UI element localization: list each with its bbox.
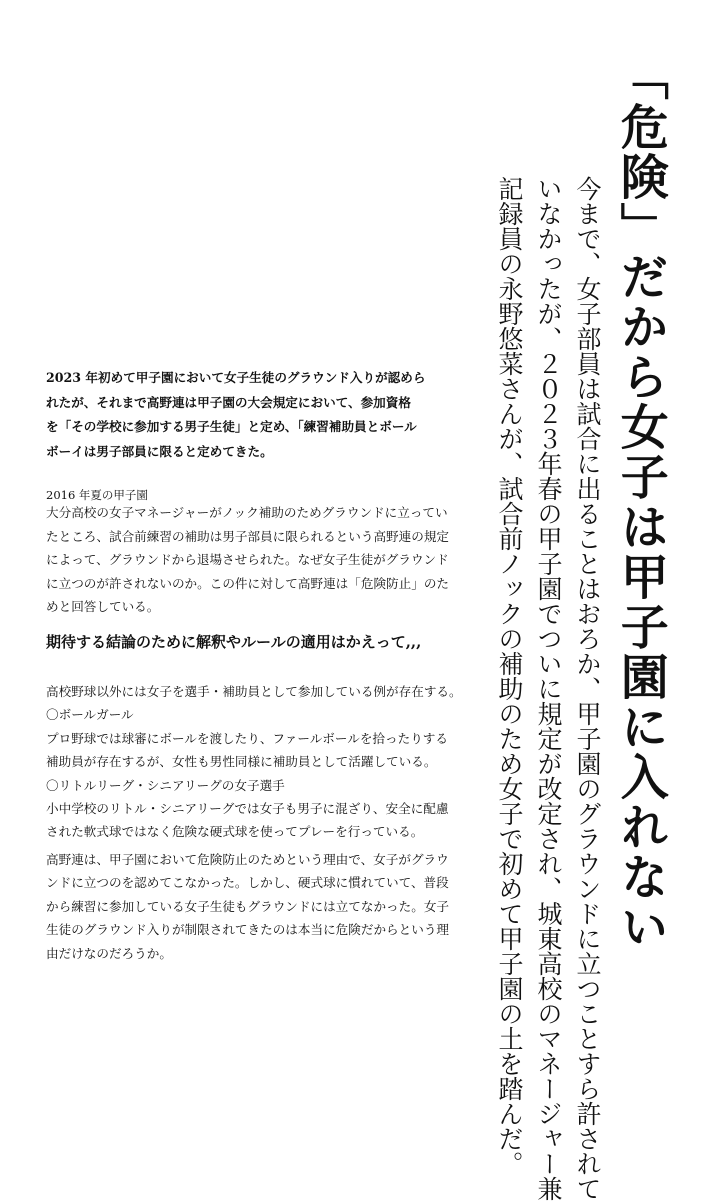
case-line: によって、グラウンドから退場させられた。なぜ女子生徒がグラウンド <box>46 552 449 567</box>
closing-line: 高野連は、甲子園において危険防止のためという理由で、女子がグラウ <box>46 852 449 867</box>
closing-line: 生徒のグラウンド入りが制限されてきたのは本当に危険だからという理 <box>46 922 449 938</box>
intro-line: を「その学校に参加する男子生徒」と定め、「練習補助員とボール <box>46 419 417 434</box>
example-line: された軟式球ではなく危険な硬式球を使ってプレーを行っている。 <box>46 824 424 840</box>
example-line: 小中学校のリトル・シニアリーグでは女子も男子に混ざり、安全に配慮 <box>46 801 449 817</box>
lede-line: 記録員の永野悠菜さんが、試合前ノックの補助のため女子で初めて甲子園の土を踏んだ。 <box>495 176 524 1176</box>
intro-line: 2023 年初めて甲子園において女子生徒のグラウンド入りが認めら <box>46 370 426 385</box>
lede-line: いなかったが、２０２３年春の甲子園でついに規定が改定され、城東高校のマネージャー兼 <box>534 176 563 1201</box>
example-line: 高校野球以外には女子を選手・補助員として参加している例が存在する。 <box>46 684 462 699</box>
example-line: 〇ボールガール <box>46 707 134 723</box>
case-line: に立つのが許されないのか。この件に対して高野連は「危険防止」のた <box>46 575 449 591</box>
intro-line: ボーイは男子部員に限ると定めてきた。 <box>46 443 273 459</box>
example-line: 〇リトルリーグ・シニアリーグの女子選手 <box>46 777 285 793</box>
intro-line: れたが、それまで高野連は甲子園の大会規定において、参加資格 <box>46 394 411 410</box>
case-line: めと回答している。 <box>46 599 160 614</box>
closing-line: ンドに立つのを認めてこなかった。しかし、硬式球に慣れていて、普段 <box>46 875 449 891</box>
headline: 「危険」だから女子は甲子園に入れない <box>612 52 669 952</box>
case-paragraph <box>46 501 454 619</box>
case-title: 2016 年夏の甲子園 <box>46 488 148 502</box>
lede-paragraph <box>490 176 607 1201</box>
lede-line: 今まで、女子部員は試合に出ることはおろか、甲子園のグラウンドに立つことすら許されて <box>573 176 602 1201</box>
examples-paragraph <box>46 680 462 844</box>
case-line: 大分高校の女子マネージャーがノック補助のためグラウンドに立ってい <box>46 505 448 520</box>
case-line: たところ、試合前練習の補助は男子部員に限られるという高野連の規定 <box>46 528 449 544</box>
example-line: 補助員が存在するが、女性も男性同様に補助員として活躍している。 <box>46 754 437 770</box>
example-line: プロ野球では球審にボールを渡したり、ファールボールを拾ったりする <box>46 730 448 746</box>
conclusion-heading: 期待する結論のために解釈やルールの適用はかえって,,, <box>46 633 422 651</box>
intro-paragraph <box>46 366 454 464</box>
closing-line: 由だけなのだろうか。 <box>46 945 172 961</box>
closing-paragraph <box>46 848 454 965</box>
closing-line: から練習に参加している女子生徒もグラウンドには立てなかった。女子 <box>46 898 449 914</box>
